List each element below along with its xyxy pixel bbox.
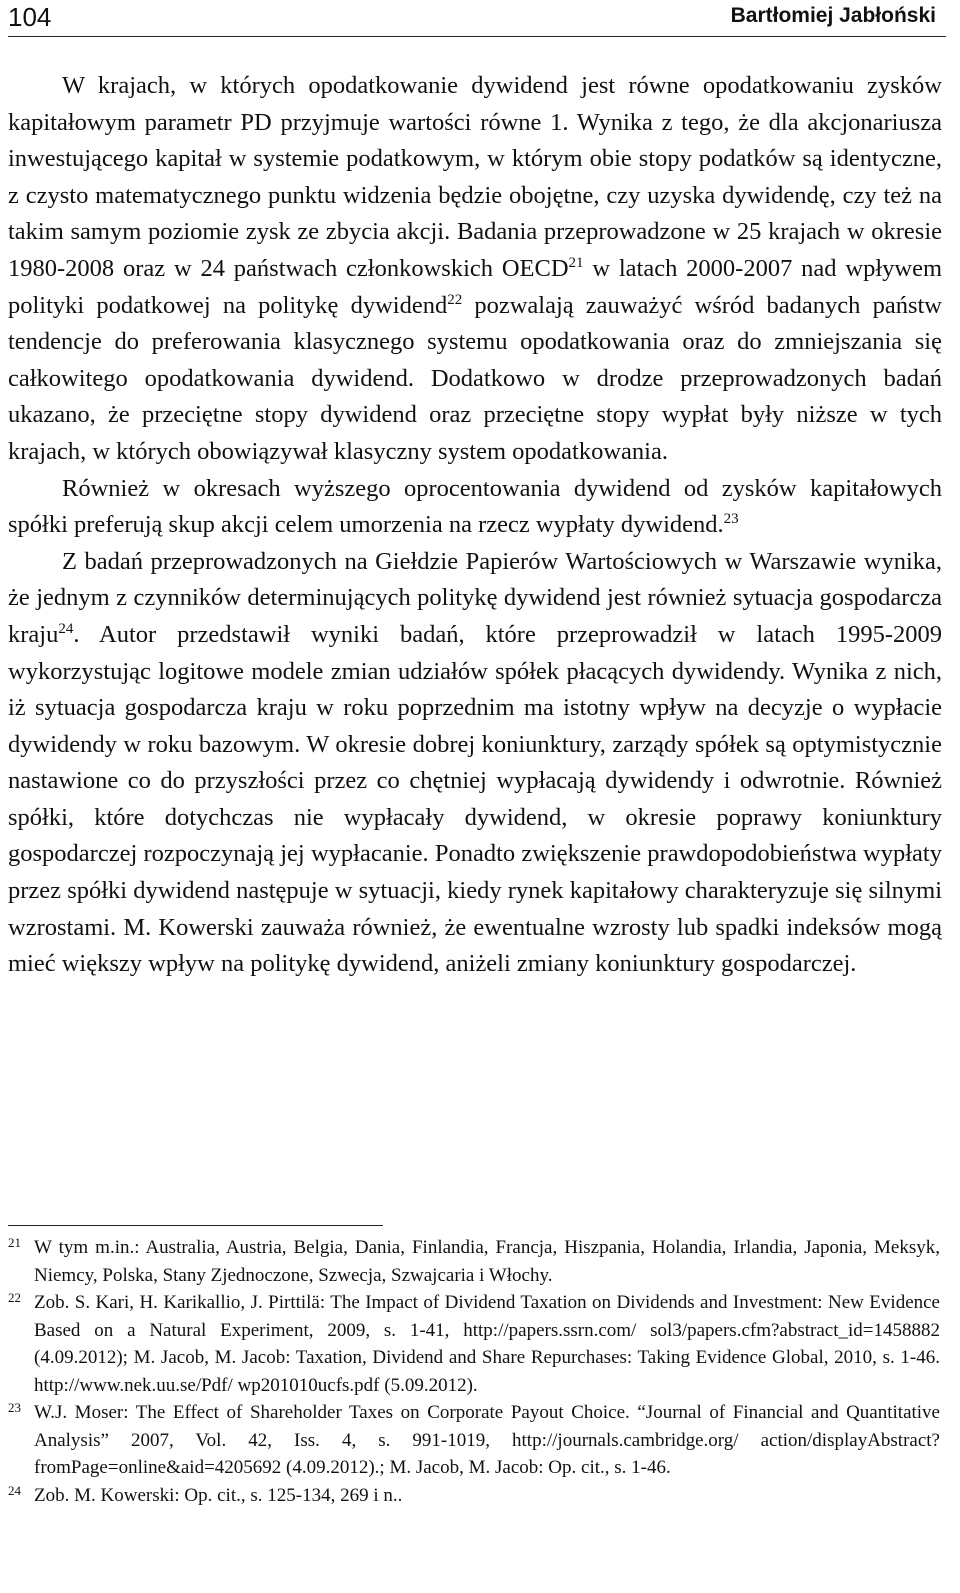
- page-header: [8, 0, 946, 37]
- footnote-text: W.J. Moser: The Effect of Shareholder Taxes on Corporate Payout Choice. “Journal of Financial and Quantitative Analysis” 2007, Vol. 42, Iss. 4, s. 991-1019, http://journals.cambridge.org/ action/displayAbstract?fromPage=online&aid=4205692 (4.09.2012).; M. Jacob, M. Jacob: Op. cit., s. 1-46.: [34, 1402, 940, 1478]
- footnote: [8, 1482, 940, 1510]
- footnote-number: 22: [8, 1290, 21, 1305]
- footnote-number: 23: [8, 1400, 21, 1415]
- footnote-ref: 22: [447, 291, 463, 308]
- paragraph: Z badań przeprowadzonych na Giełdzie Papierów Wartościowych w Warszawie wynika, że jednym z czynników determinujących politykę dywidend jest również sytuacja gospodarcza kraju$^{24}$. Autor przedstawił wyniki badań, które przeprowadził w latach 1995-2009 wykorzystując logitowe modele zmian udziałów spółek płacących dywidendy. Wynika z nich, iż sytuacja gospodarcza kraju w roku poprzednim ma istotny wpływ na decyzje o wypłacie dywidendy w roku bazowym. W okresie dobrej koniunktury, zarządy spółek są optymistycznie nastawione co do przyszłości przez co chętniej wypłacają dywidendy i odwrotnie. Również spółki, które dotychczas nie wypłacały dywidend, w okresie poprawy koniunktury gospodarczej rozpoczynają jej wypłacanie. Ponadto zwiększenie prawdopodobieństwa wypłaty przez spółki dywidend następuje w sytuacji, kiedy rynek kapitałowy charakteryzuje się silnymi wzrostami. M. Kowerski zauważa również, że ewentualne wzrosty lub spadki indeksów mogą mieć większy wpływ na politykę dywidend, aniżeli zmiany koniunktury gospodarczej.: [8, 547, 942, 978]
- footnote-number: 24: [8, 1482, 21, 1498]
- page-number: 104: [8, 2, 52, 32]
- footnote: [8, 1234, 940, 1289]
- footnote: [8, 1289, 940, 1399]
- footnote-divider: [8, 1225, 383, 1226]
- body-text: [8, 68, 942, 983]
- paragraph: Również w okresach wyższego oprocentowania dywidend od zysków kapitałowych spółki preferują skup akcji celem umorzenia na rzecz wypłaty dywidend.$^{23}$: [8, 474, 942, 539]
- footnote-ref: 24: [58, 620, 74, 637]
- footnote-ref: 23: [723, 511, 739, 528]
- footnote-text: Zob. S. Kari, H. Karikallio, J. Pirttilä: The Impact of Dividend Taxation on Dividends and Investment: New Evidence Based on a Natural Experiment, 2009, s. 1-41, http://papers.ssrn.com/ sol3/papers.cfm?abstract_id=1458882 (4.09.2012); M. Jacob, M. Jacob: Taxation, Dividend and Share Repurchases: Taking Evidence Global, 2010, s. 1-46. http://www.nek.uu.se/Pdf/ wp201010ucfs.pdf (5.09.2012).: [34, 1292, 940, 1396]
- footnote-text: W tym m.in.: Australia, Austria, Belgia, Dania, Finlandia, Francja, Hiszpania, Holandia, Irlandia, Japonia, Meksyk, Niemcy, Polska, Stany Zjednoczone, Szwecja, Szwajcaria i Włochy.: [34, 1237, 940, 1286]
- footnotes: [8, 1234, 940, 1509]
- running-title: Bartłomiej Jabłoński: [730, 4, 936, 27]
- footnote: [8, 1399, 940, 1482]
- footnote-ref: 21: [568, 254, 584, 271]
- paragraph: W krajach, w których opodatkowanie dywidend jest równe opodatkowaniu zysków kapitałowym parametr PD przyjmuje wartości równe 1. Wynika z tego, że dla akcjonariusza inwestującego kapitał w systemie podatkowym, w którym obie stopy podatków są identyczne, z czysto matematycznego punktu widzenia będzie obojętne, czy uzyska dywidendę, czy też na takim samym poziomie zysk ze zbycia akcji. Badania przeprowadzone w 25 krajach w okresie 1980-2008 oraz w 24 państwach członkowskich OECD$^{21}$ w latach 2000-2007 nad wpływem polityki podatkowej na politykę dywidend$^{22}$ pozwalają zauważyć wśród badanych państw tendencje do preferowania klasycznego systemu opodatkowania oraz do zmniejszania się całkowitego opodatkowania dywidend. Dodatkowo w drodze przeprowadzonych badań ukazano, że przeciętne stopy dywidend oraz przeciętne stopy wypłat były niższe w tych krajach, w których obowiązywał klasyczny system opodatkowania.: [8, 72, 942, 465]
- footnote-number: 21: [8, 1235, 21, 1250]
- footnote-text: Zob. M. Kowerski: Op. cit., s. 125-134, 269 i n..: [34, 1484, 403, 1506]
